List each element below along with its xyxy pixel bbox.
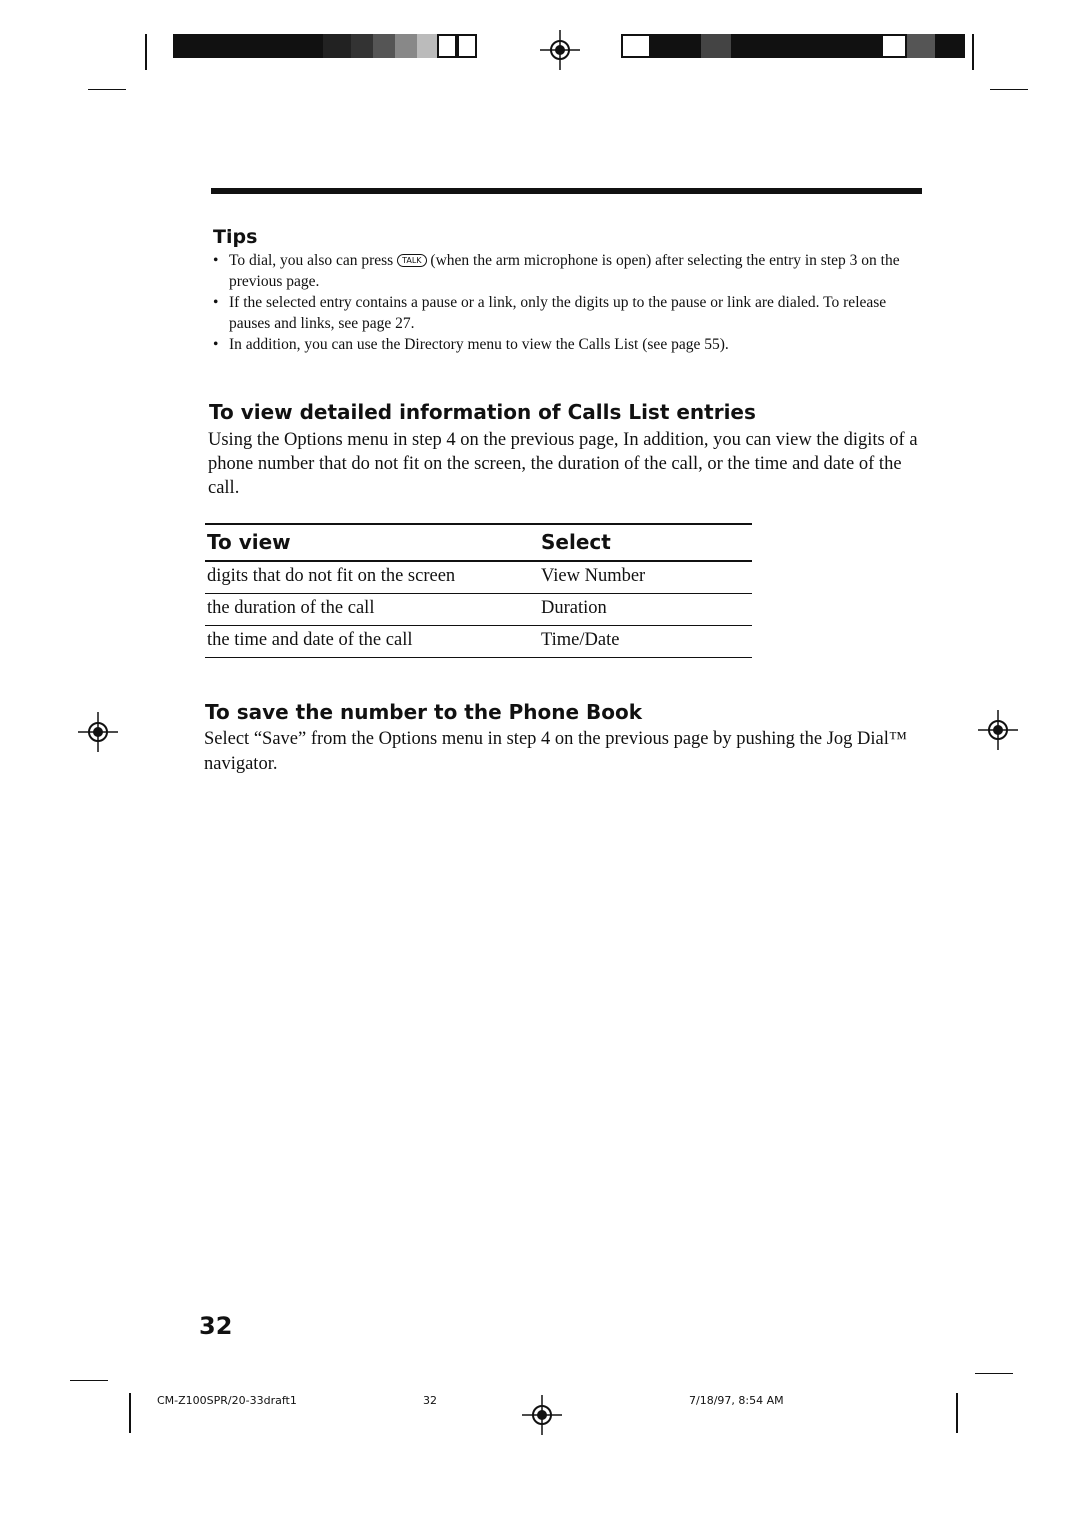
- crop-mark-top-right-h: [990, 89, 1028, 90]
- table-cell: the duration of the call: [205, 594, 539, 626]
- crop-mark-bottom-left: [129, 1393, 131, 1433]
- section-heading: To view detailed information of Calls List entries: [209, 400, 756, 424]
- footer-timestamp: 7/18/97, 8:54 AM: [689, 1394, 784, 1407]
- crop-mark-top-left-h: [88, 89, 126, 90]
- table-row: [205, 626, 752, 658]
- color-bar: [621, 34, 965, 58]
- table-cell: Time/Date: [539, 626, 752, 658]
- registration-mark: [540, 30, 580, 70]
- table-row: [205, 561, 752, 594]
- section-heading: To save the number to the Phone Book: [205, 700, 643, 724]
- table-cell: digits that do not fit on the screen: [205, 561, 539, 594]
- tip-item: • To dial, you also can press TALK (when the arm microphone is open) after selecting the entry in step 3 on the previous page.: [213, 250, 913, 292]
- column-header: To view: [205, 524, 539, 561]
- crop-mark-top-left: [145, 34, 147, 70]
- section-body: Select “Save” from the Options menu in step 4 on the previous page by pushing the Jog Dial™ navigator.: [204, 729, 908, 774]
- tips-title: Tips: [213, 226, 258, 248]
- crop-mark-bottom-right-h: [975, 1373, 1013, 1374]
- table-header-row: [205, 524, 752, 561]
- color-bar: [173, 34, 477, 58]
- table-cell: Duration: [539, 594, 752, 626]
- footer-page: 32: [423, 1394, 437, 1407]
- column-header: Select: [539, 524, 752, 561]
- crop-mark-bottom-left-h: [70, 1380, 108, 1381]
- tip-item: • If the selected entry contains a pause or a link, only the digits up to the pause or link are dialed. To release pauses and links, see page 27.: [213, 292, 913, 334]
- crop-mark-bottom-right: [956, 1393, 958, 1433]
- registration-mark: [78, 712, 118, 752]
- page-number: 32: [199, 1312, 233, 1340]
- header-rule: [211, 188, 922, 194]
- tips-list: [213, 250, 913, 355]
- table-cell: View Number: [539, 561, 752, 594]
- footer-file: CM-Z100SPR/20-33draft1: [157, 1394, 297, 1407]
- tip-item: • In addition, you can use the Directory menu to view the Calls List (see page 55).: [213, 334, 913, 355]
- table-row: [205, 594, 752, 626]
- registration-mark: [978, 710, 1018, 750]
- talk-key-icon: TALK: [397, 254, 426, 267]
- section-body: Using the Options menu in step 4 on the previous page, In addition, you can view the digits of a phone number that do not fit on the screen, the duration of the call, or the time and date of the call.: [208, 430, 918, 498]
- registration-mark: [522, 1395, 562, 1435]
- options-table: [205, 523, 752, 658]
- table-cell: the time and date of the call: [205, 626, 539, 658]
- crop-mark-top-right: [972, 34, 974, 70]
